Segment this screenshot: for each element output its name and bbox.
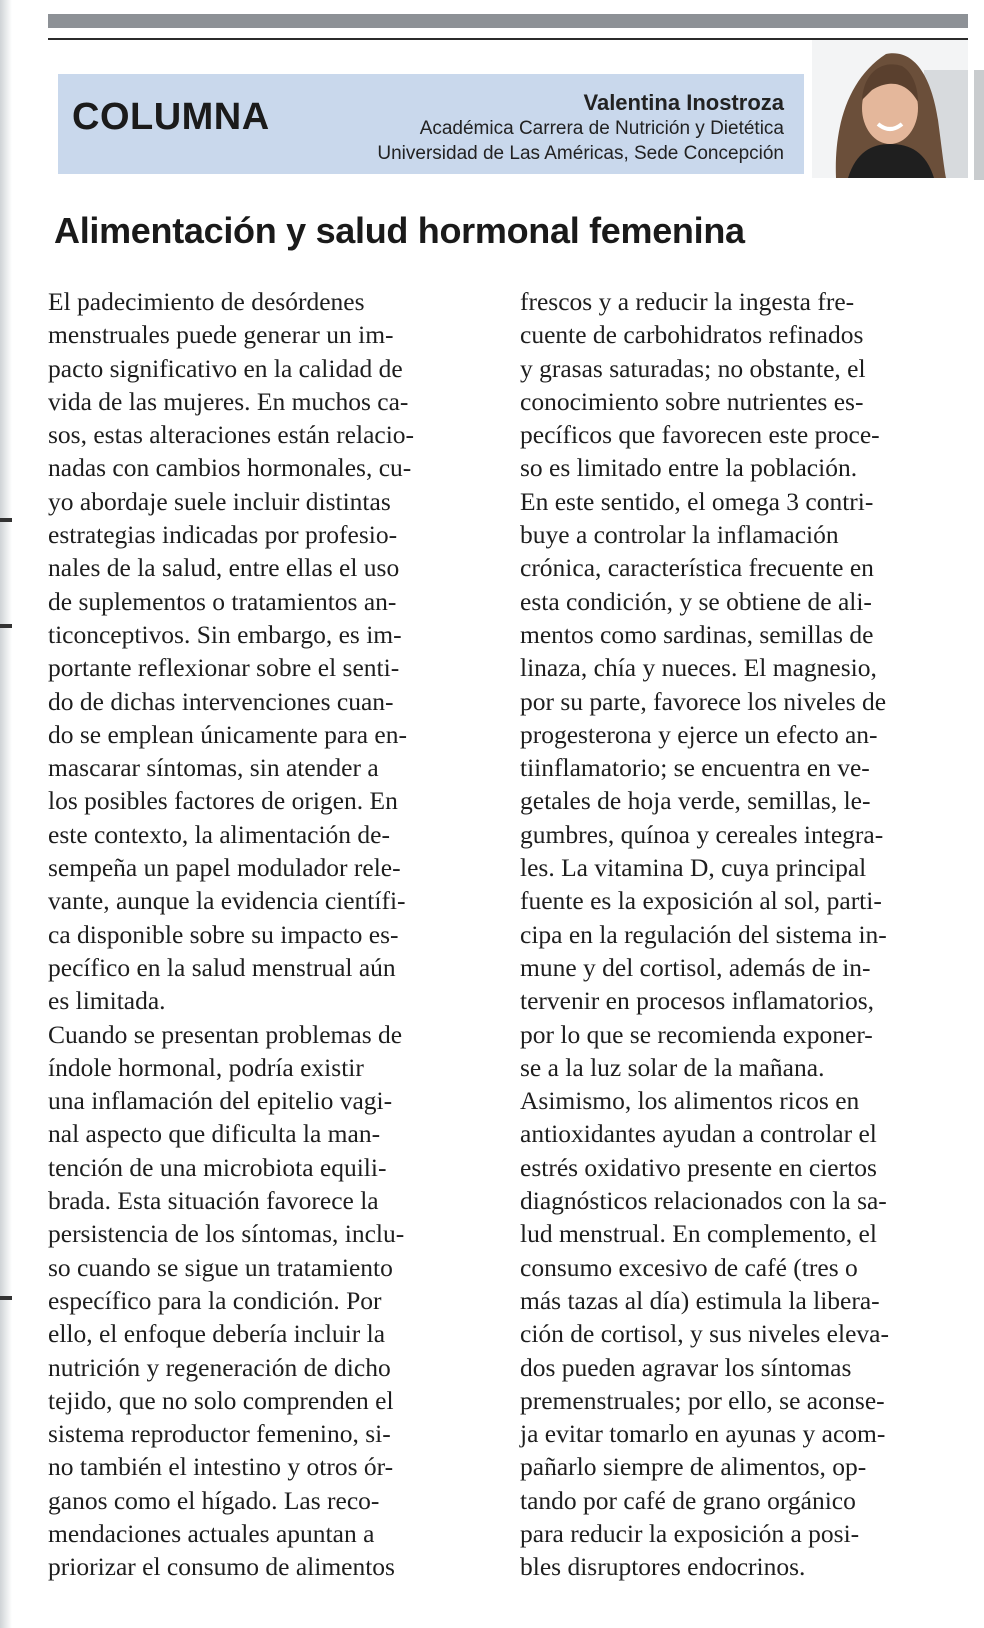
article-text-line: mentos como sardinas, semillas de [520,619,874,649]
article-text-line: nutrición y regeneración de dicho [48,1352,391,1382]
article-text-line: sempeña un papel modulador rele- [48,853,401,883]
article-text-line: progesterona y ejerce un efecto an- [520,719,878,749]
article-text-line: persistencia de los síntomas, inclu- [48,1219,405,1249]
article-text-line: dos pueden agravar los síntomas [520,1352,852,1382]
article-text-line: yo abordaje suele incluir distintas [48,486,391,516]
article-text-line: ción de cortisol, y sus niveles eleva- [520,1319,889,1349]
article-text-line: tervenir en procesos inflamatorios, [520,986,875,1016]
article-text-line: diagnósticos relacionados con la sa- [520,1186,887,1216]
article-text-line: vida de las mujeres. En muchos ca- [48,386,409,416]
article-text-line: so es limitado entre la población. [520,453,858,483]
article-text-line: tejido, que no solo comprenden el [48,1385,394,1415]
article-text-line: estrategias indicadas por profesio- [48,520,398,550]
section-label: COLUMNA [72,96,270,138]
article-text-line: nal aspecto que dificulta la man- [48,1119,381,1149]
article-text-line: ganos como el hígado. Las reco- [48,1485,380,1515]
author-portrait [812,40,968,178]
article-text-line: les. La vitamina D, cuya principal [520,853,867,883]
article-text-line: nadas con cambios hormonales, cu- [48,453,412,483]
article-text-line: buye a controlar la inflamación [520,520,839,550]
adjacent-page-mark [0,624,12,628]
article-text-line: nales de la salud, entre ellas el uso [48,553,400,583]
article-text-line: ja evitar tomarlo en ayunas y acom- [520,1419,886,1449]
article-text-line: portante reflexionar sobre el senti- [48,653,400,683]
article-text-line: para reducir la exposición a posi- [520,1518,860,1548]
article-text-line: más tazas al día) estimula la libera- [520,1285,880,1315]
article-text-line: El padecimiento de desórdenes [48,287,365,316]
article-text-line: tando por café de grano orgánico [520,1485,856,1515]
article-text-line: menstruales puede generar un im- [48,320,394,350]
article-text-line: Cuando se presentan problemas de [48,1019,403,1049]
article-text-line: premenstruales; por ello, se aconse- [520,1385,885,1415]
article-text-line: ello, el enfoque debería incluir la [48,1319,386,1349]
author-institution: Universidad de Las Américas, Sede Concepción [377,143,784,164]
portrait-illustration [812,40,968,178]
article-text-line: pañarlo siempre de alimentos, op- [520,1452,867,1482]
article-text-line: frescos y a reducir la ingesta fre- [520,287,855,316]
article-text-line: tiinflamatorio; se encuentra en ve- [520,753,870,783]
article-text-line: Asimismo, los alimentos ricos en [520,1086,860,1116]
article-column-left [48,285,488,1584]
article-text-line: específico para la condición. Por [48,1285,382,1315]
article-text-line: estrés oxidativo presente en ciertos [520,1152,877,1182]
article-text-line: priorizar el consumo de alimentos [48,1552,395,1582]
article-text-line: índole hormonal, podría existir [48,1052,364,1082]
article-text-line: cipa en la regulación del sistema in- [520,919,887,949]
article-text-line: tención de una microbiota equili- [48,1152,387,1182]
article-text-line: no también el intestino y otros ór- [48,1452,394,1482]
article-text-line: esta condición, y se obtiene de ali- [520,586,872,616]
article-text-line: ticonceptivos. Sin embargo, es im- [48,619,402,649]
article-text-line: linaza, chía y nueces. El magnesio, [520,653,877,683]
article-text-line: En este sentido, el omega 3 contri- [520,486,874,516]
article-text-line: so cuando se sigue un tratamiento [48,1252,393,1282]
article-text-line: gumbres, quínoa y cereales integra- [520,819,884,849]
article-text-line: se a la luz solar de la mañana. [520,1052,825,1082]
article-text-line: mendaciones actuales apuntan a [48,1518,375,1548]
article-text-line: los posibles factores de origen. En [48,786,398,816]
article-text-line: lud menstrual. En complemento, el [520,1219,877,1249]
article-text-line: es limitada. [48,986,166,1016]
article-text-line: pecífico en la salud menstrual aún [48,952,396,982]
adjacent-page-edge [0,0,12,1628]
article-text-line: de suplementos o tratamientos an- [48,586,397,616]
article-text-line: pacto significativo en la calidad de [48,353,403,383]
article-text-line: crónica, característica frecuente en [520,553,874,583]
article-text-line: do de dichas intervenciones cuan- [48,686,394,716]
author-name: Valentina Inostroza [583,90,784,115]
article-text-line: sistema reproductor femenino, si- [48,1419,391,1449]
article-text-line: una inflamación del epitelio vagi- [48,1086,393,1116]
adjacent-page-mark [0,1296,12,1300]
article-text-line: brada. Esta situación favorece la [48,1186,379,1216]
article-text-line: ca disponible sobre su impacto es- [48,919,399,949]
article-text-line: antioxidantes ayudan a controlar el [520,1119,877,1149]
author-byline [377,90,784,166]
top-decorative-bar [48,14,968,28]
article-text-line: getales de hoja verde, semillas, le- [520,786,871,816]
article-text-line: por lo que se recomienda exponer- [520,1019,873,1049]
article-text-line: este contexto, la alimentación de- [48,819,390,849]
adjacent-page-mark [0,518,12,522]
article-text-line: pecíficos que favorecen este proce- [520,420,880,450]
article-headline: Alimentación y salud hormonal femenina [54,210,745,251]
article-text-line: do se emplean únicamente para en- [48,719,407,749]
article-text-line: sos, estas alteraciones están relacio- [48,420,415,450]
adjacent-page-edge-right [974,70,984,180]
author-role: Académica Carrera de Nutrición y Dietética [419,118,784,139]
article-text-line: mune y del cortisol, además de in- [520,952,871,982]
article-text-line: y grasas saturadas; no obstante, el [520,353,866,383]
article-column-right [520,285,960,1584]
article-text-line: por su parte, favorece los niveles de [520,686,887,716]
article-text-line: cuente de carbohidratos refinados [520,320,864,350]
article-text-line: bles disruptores endocrinos. [520,1552,806,1582]
article-text-line: consumo excesivo de café (tres o [520,1252,858,1282]
article-text-line: vante, aunque la evidencia científi- [48,886,406,916]
article-text-line: conocimiento sobre nutrientes es- [520,386,864,416]
article-text-line: mascarar síntomas, sin atender a [48,753,379,783]
article-text-line: fuente es la exposición al sol, parti- [520,886,882,916]
